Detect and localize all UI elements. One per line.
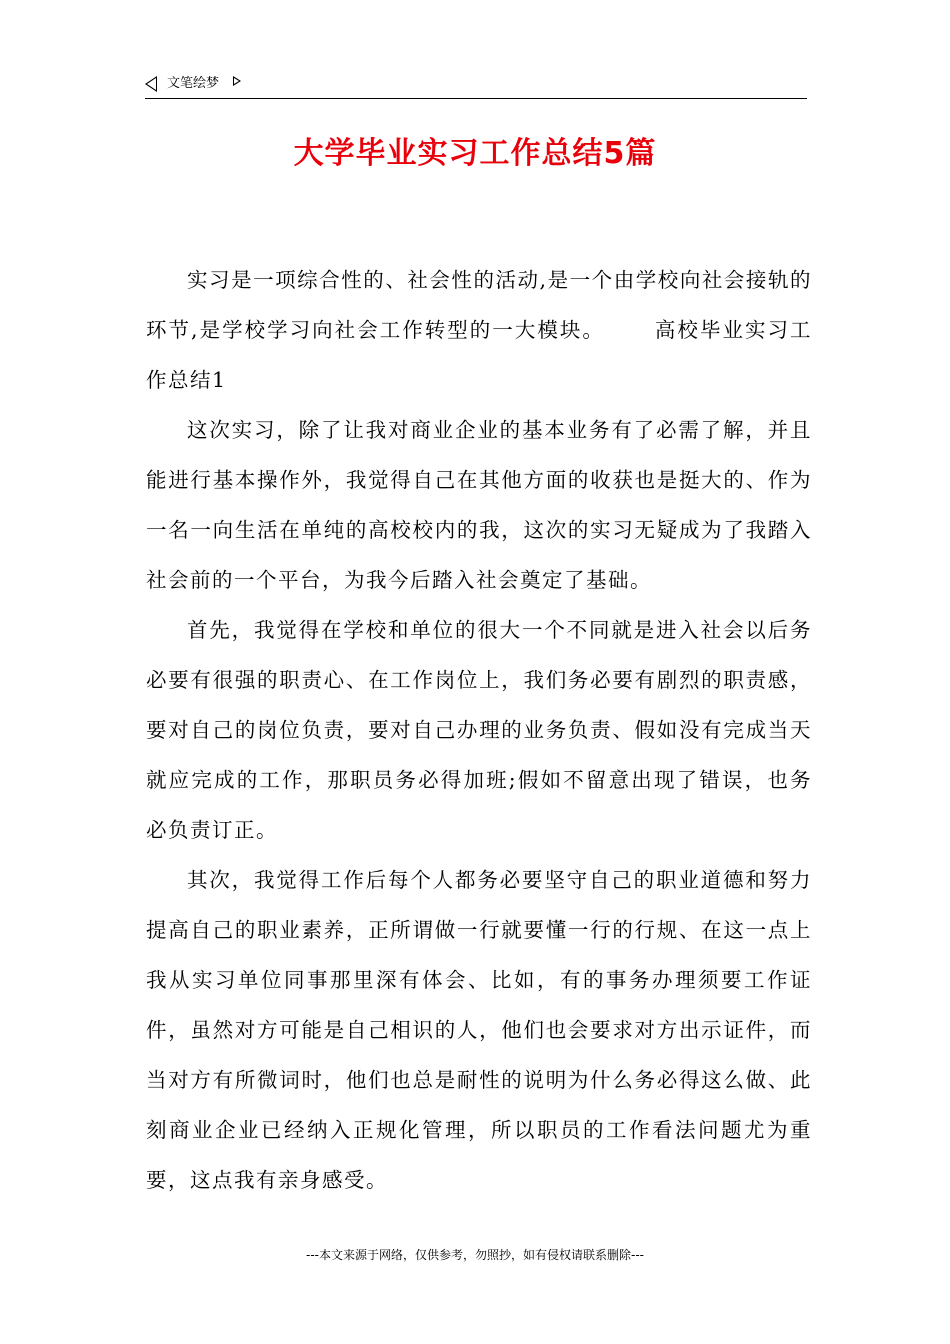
document-title: 大学毕业实习工作总结5篇 [293, 136, 657, 171]
document-body [146, 255, 812, 1205]
intro-paragraph [146, 255, 812, 405]
body-paragraph: 其次，我觉得工作后每个人都务必要坚守自己的职业道德和努力提高自己的职业素养，正所谓做一行就要懂一行的行规、在这一点上我从实习单位同事那里深有体会、比如，有的事务办理须要工作证件，虽然对方可能是自己相识的人，他们也会要求对方出示证件，而当对方有所微词时，他们也总是耐性的说明为什么务必得这么做、此刻商业企业已经纳入正规化管理，所以职员的工作看法问题尤为重要，这点我有亲身感受。 [146, 868, 812, 1192]
footer-disclaimer: ---本文来源于网络，仅供参考，勿照抄，如有侵权请联系删除--- [306, 1248, 644, 1262]
right-triangle-icon [233, 76, 241, 86]
body-paragraph: 这次实习，除了让我对商业企业的基本业务有了必需了解，并且能进行基本操作外，我觉得自己在其他方面的收获也是挺大的、作为一名一向生活在单纯的高校校内的我，这次的实习无疑成为了我踏入社会前的一个平台，为我今后踏入社会奠定了基础。 [146, 418, 812, 592]
body-paragraph: 首先，我觉得在学校和单位的很大一个不同就是进入社会以后务必要有很强的职责心、在工作岗位上，我们务必要有剧烈的职责感，要对自己的岗位负责，要对自己办理的业务负责、假如没有完成当天就应完成的工作，那职员务必得加班;假如不留意出现了错误，也务必负责订正。 [146, 618, 812, 842]
intro-text: 实习是一项综合性的、社会性的活动,是一个由学校向社会接轨的环节,是学校学习向社会工作转型的一大模块。 [146, 268, 812, 342]
page-header [145, 72, 807, 99]
left-triangle-icon [145, 76, 157, 92]
section-heading: 高校毕业实习工作总结1 [146, 318, 813, 392]
header-title: 文笔绘梦 [167, 76, 220, 91]
